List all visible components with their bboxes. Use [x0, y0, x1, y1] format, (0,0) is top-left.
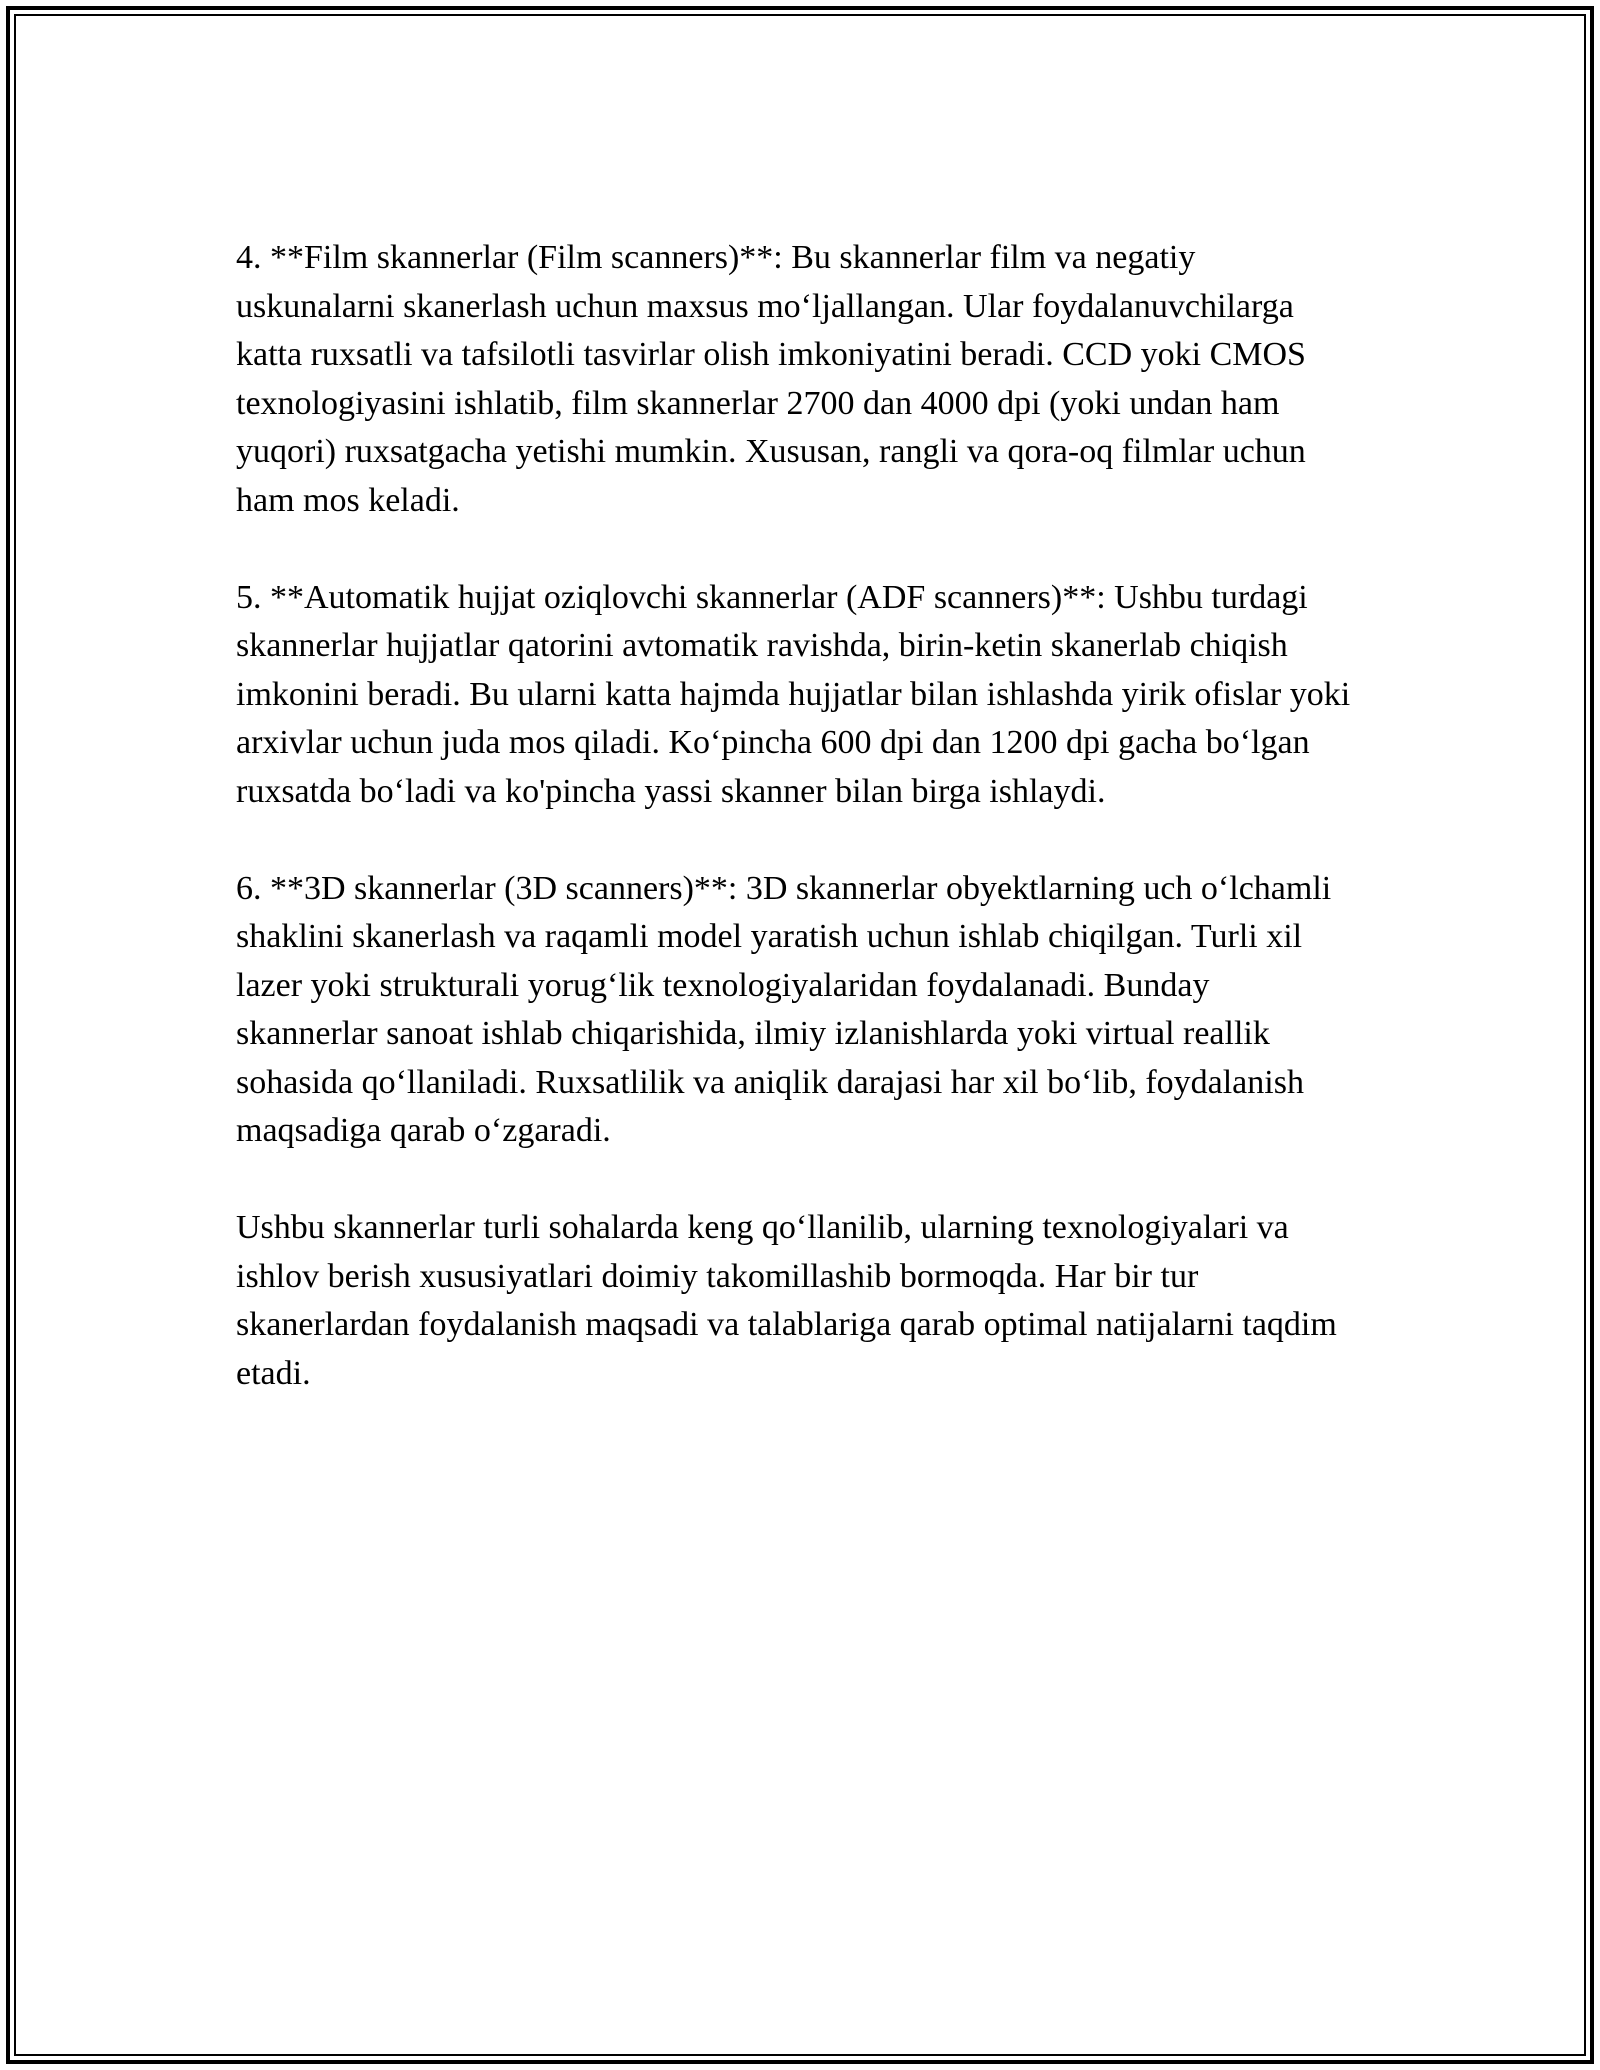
paragraph-conclusion: Ushbu skannerlar turli sohalarda keng qo‘llanilib, ularning texnologiyalari va ishlov berish xususiyatlari doimiy takomillashib bormoqda. Har bir tur skanerlardan foydalanish maqsadi va talablariga qarab optimal natijalarni taqdim etadi.	[236, 1209, 1337, 1392]
paragraph-film-scanners: 4. **Film skannerlar (Film scanners)**: Bu skannerlar film va negatiy uskunalarni skanerlash uchun maxsus mo‘ljallangan. Ular foydalanuvchilarga katta ruxsatli va tafsilotli tasvirlar olish imkoniyatini beradi. CCD yoki CMOS texnologiyasini ishlatib, film skannerlar 2700 dan 4000 dpi (yoki undan ham yuqori) ruxsatgacha yetishi mumkin. Xususan, rangli va qora-oq filmlar uchun ham mos keladi.	[236, 239, 1306, 519]
paragraph-adf-scanners: 5. **Automatik hujjat oziqlovchi skannerlar (ADF scanners)**: Ushbu turdagi skannerlar hujjatlar qatorini avtomatik ravishda, birin-ketin skanerlab chiqish imkonini beradi. Bu ularni katta hajmda hujjatlar bilan ishlashda yirik ofislar yoki arxivlar uchun juda mos qiladi. Ko‘pincha 600 dpi dan 1200 dpi gacha bo‘lgan ruxsatda bo‘ladi va ko'pincha yassi skanner bilan birga ishlaydi.	[236, 578, 1351, 810]
document-body	[236, 234, 1356, 1447]
paragraph-3d-scanners: 6. **3D skannerlar (3D scanners)**: 3D skannerlar obyektlarning uch o‘lchamli shaklini skanerlash va raqamli model yaratish uchun ishlab chiqilgan. Turli xil lazer yoki strukturali yorug‘lik texnologiyalaridan foydalanadi. Bunday skannerlar sanoat ishlab chiqarishida, ilmiy izlanishlarda yoki virtual reallik sohasida qo‘llaniladi. Ruxsatlilik va aniqlik darajasi har xil bo‘lib, foydalanish maqsadiga qarab o‘zgaradi.	[236, 869, 1332, 1149]
